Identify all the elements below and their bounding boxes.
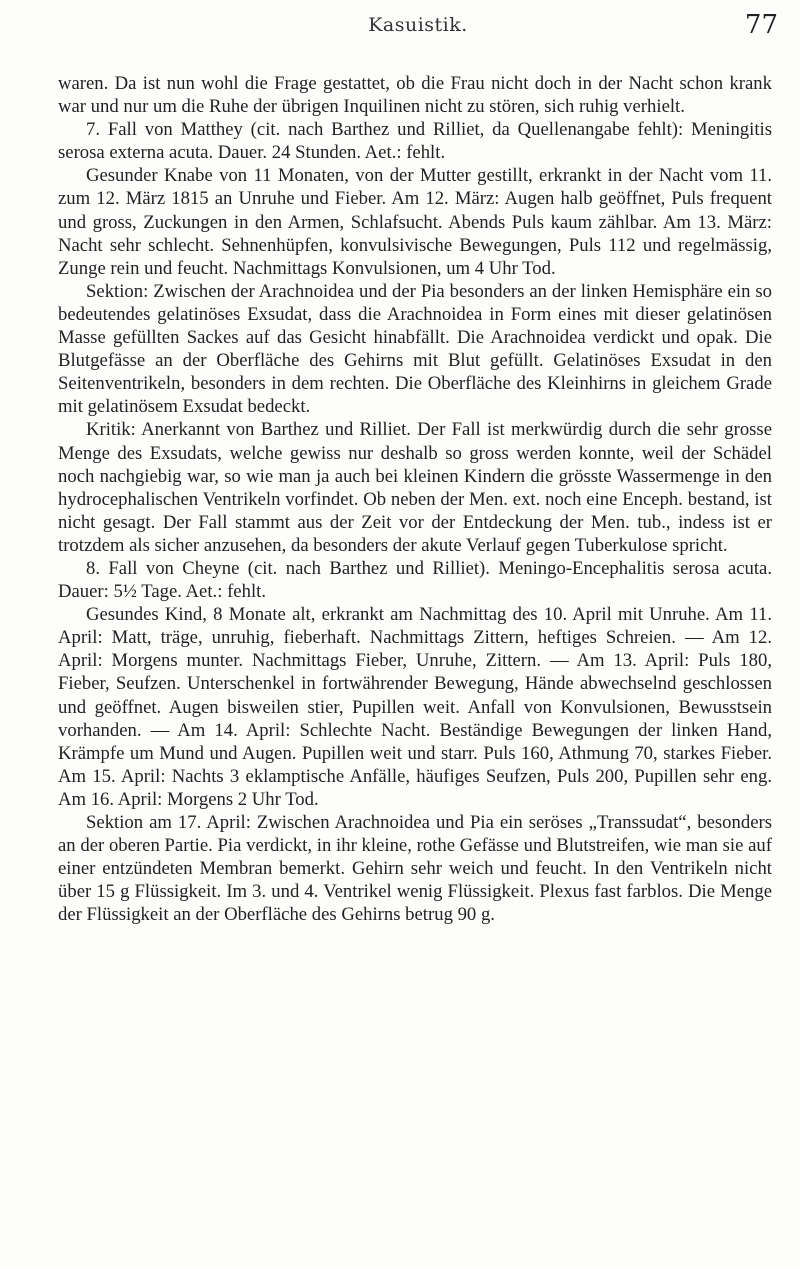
running-title: Kasuistik.: [368, 14, 468, 36]
page-number: 77: [744, 10, 778, 40]
case-7-heading: 7. Fall von Matthey (cit. nach Barthez und Rilliet, da Quellenangabe fehlt): Meningitis serosa externa acuta. Dauer. 24 Stunden. Aet.: fehlt.: [58, 119, 772, 164]
paragraph-continuation: waren. Da ist nun wohl die Frage gestattet, ob die Frau nicht doch in der Nacht schon krank war und nur um die Ruhe der übrigen Inquilinen nicht zu stören, sich ruhig verhielt.: [58, 73, 772, 118]
case-8-heading: 8. Fall von Cheyne (cit. nach Barthez und Rilliet). Meningo-Encephalitis serosa acuta. Dauer: 5½ Tage. Aet.: fehlt.: [58, 557, 772, 603]
running-head: [58, 10, 778, 44]
case-7-critique: Kritik: Anerkannt von Barthez und Rilliet. Der Fall ist merkwürdig durch die sehr grosse Menge des Exsudats, welche gewiss nur deshalb so gross werden konnte, weil der Schädel noch nachgiebig war, so wie man ja auch bei kleinen Kindern die grösste Wassermenge in den hydrocephalischen Ventrikeln vorfindet. Ob neben der Men. ext. noch eine Enceph. bestand, ist nicht gesagt. Der Fall stammt aus der Zeit vor der Entdeckung der Men. tub., indess ist er trotzdem als sicher anzusehen, da besonders der akute Verlauf gegen Tuberkulose spricht.: [58, 419, 772, 556]
case-7-autopsy: Sektion: Zwischen der Arachnoidea und der Pia besonders an der linken Hemisphäre ein so bedeutendes gelatinöses Exsudat, dass die Arachnoidea in Form eines mit dieser gelatinösen Masse gefüllten Sackes auf das Gesicht hinabfällt. Die Arachnoidea verdickt und opak. Die Blutgefässe an der Oberfläche des Gehirns mit Blut gefüllt. Gelatinöses Exsudat in den Seitenventrikeln, besonders in dem rechten. Die Oberfläche des Kleinhirns in gleichem Grade mit gelatinösem Exsudat bedeckt.: [58, 280, 772, 418]
case-8-history: Gesundes Kind, 8 Monate alt, erkrankt am Nachmittag des 10. April mit Unruhe. Am 11. April: Matt, träge, unruhig, fieberhaft. Nachmittags Zittern, heftiges Schreien. — Am 12. April: Morgens munter. Nachmittags Fieber, Unruhe, Zittern. — Am 13. April: Puls 180, Fieber, Seufzen. Unterschenkel in fortwährender Bewegung, Hände abwechselnd geschlossen und geöffnet. Augen bisweilen stier, Pupillen weit. Anfall von Konvulsionen, Bewusstsein vorhanden. — Am 14. April: Schlechte Nacht. Beständige Bewegungen der linken Hand, Krämpfe um Mund und Augen. Pupillen weit und starr. Puls 160, Athmung 70, starkes Fieber. Am 15. April: Nachts 3 eklamptische Anfälle, häufiges Seufzen, Puls 200, Pupillen sehr eng. Am 16. April: Morgens 2 Uhr Tod.: [58, 604, 772, 810]
body-text: [58, 72, 772, 926]
case-8-autopsy: Sektion am 17. April: Zwischen Arachnoidea und Pia ein seröses „Transsudat“, besonders an der oberen Partie. Pia verdickt, in ihr kleine, rothe Gefässe und Blutstreifen, wie man sie auf einer entzündeten Membran bemerkt. Gehirn sehr weich und feucht. In den Ventrikeln nicht über 15 g Flüssigkeit. Im 3. und 4. Ventrikel wenig Flüssigkeit. Plexus fast farblos. Die Menge der Flüssigkeit an der Oberfläche des Gehirns betrug 90 g.: [58, 812, 772, 926]
case-7-history: Gesunder Knabe von 11 Monaten, von der Mutter gestillt, erkrankt in der Nacht vom 11. zum 12. März 1815 an Unruhe und Fieber. Am 12. März: Augen halb geöffnet, Puls frequent und gross, Zuckungen in den Armen, Schlafsucht. Abends Puls kaum zählbar. Am 13. März: Nacht sehr schlecht. Sehnenhüpfen, konvulsivische Bewegungen, Puls 112 und regelmässig, Zunge rein und feucht. Nachmittags Konvulsionen, um 4 Uhr Tod.: [58, 165, 772, 279]
